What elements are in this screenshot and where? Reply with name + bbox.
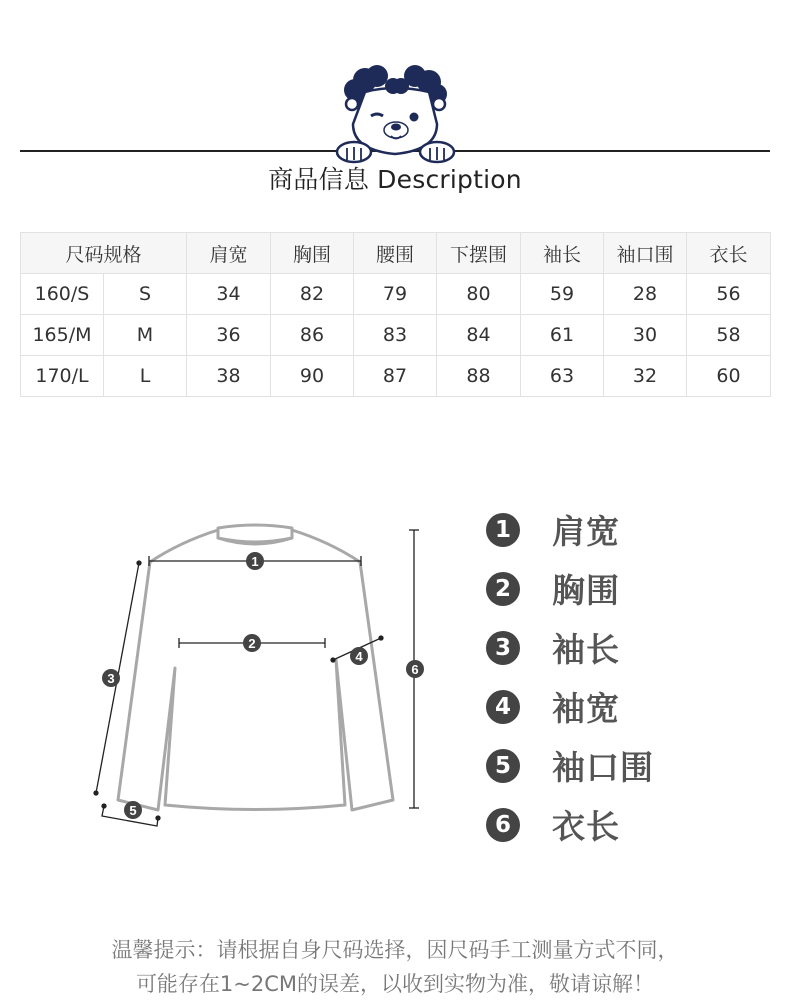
table-header-cell: 腰围 [354,233,437,274]
size-notice [0,933,790,1001]
table-header-cell: 尺码规格 [21,233,187,274]
legend-label: 袖宽 [552,689,620,728]
table-cell: 90 [271,356,354,397]
table-cell: 59 [521,274,604,315]
table-row [21,274,771,315]
size-table [20,232,771,397]
table-cell: 36 [187,315,271,356]
table-cell: 83 [354,315,437,356]
diagram-marker [102,669,120,687]
measurement-legend [486,500,746,854]
diagram-marker [246,552,264,570]
diagram-marker-label: 6 [411,662,419,677]
table-header-cell: 肩宽 [187,233,271,274]
diagram-marker-label: 5 [129,803,137,818]
table-cell: 58 [687,315,771,356]
table-cell: 28 [604,274,687,315]
notice-line: 可能存在1~2CM的误差，以收到实物为准，敬请谅解！ [135,972,655,996]
diagram-marker-label: 1 [251,554,259,569]
table-cell: 63 [521,356,604,397]
legend-number: 3 [486,631,520,665]
legend-number: 2 [486,572,520,606]
table-cell: 56 [687,274,771,315]
table-cell: 165/M [21,315,104,356]
legend-item [486,618,746,677]
table-cell: 60 [687,356,771,397]
table-cell: 86 [271,315,354,356]
legend-number: 1 [486,513,520,547]
table-header-cell: 胸围 [271,233,354,274]
notice-line: 温馨提示：请根据自身尺码选择，因尺码手工测量方式不同， [111,938,679,962]
diagram-marker [243,634,261,652]
table-header-cell: 衣长 [687,233,771,274]
sweater-diagram-icon [80,518,440,833]
legend-item [486,677,746,736]
legend-label: 肩宽 [552,512,620,551]
diagram-marker [350,647,368,665]
table-cell: 80 [437,274,521,315]
table-cell: L [104,356,187,397]
table-cell: 34 [187,274,271,315]
table-cell: S [104,274,187,315]
table-cell: 88 [437,356,521,397]
table-cell: 30 [604,315,687,356]
legend-number: 4 [486,690,520,724]
legend-number: 5 [486,749,520,783]
diagram-marker-label: 2 [248,636,256,651]
table-cell: M [104,315,187,356]
table-cell: 32 [604,356,687,397]
table-cell: 38 [187,356,271,397]
table-cell: 79 [354,274,437,315]
bear-logo-icon [333,62,458,164]
table-cell: 160/S [21,274,104,315]
table-cell: 61 [521,315,604,356]
table-header-cell: 袖口围 [604,233,687,274]
legend-label: 袖口围 [552,748,654,787]
diagram-marker-label: 4 [355,649,363,664]
table-header-cell: 下摆围 [437,233,521,274]
legend-item [486,559,746,618]
legend-label: 衣长 [552,807,620,846]
table-header-row [21,233,771,274]
diagram-marker [124,801,142,819]
legend-number: 6 [486,808,520,842]
legend-label: 袖长 [552,630,620,669]
legend-item [486,500,746,559]
table-cell: 170/L [21,356,104,397]
table-header-cell: 袖长 [521,233,604,274]
diagram-marker-label: 3 [107,671,115,686]
table-cell: 87 [354,356,437,397]
page-title: 商品信息 Description [268,165,522,194]
table-cell: 82 [271,274,354,315]
table-row [21,315,771,356]
diagram-marker [406,660,424,678]
table-row [21,356,771,397]
table-cell: 84 [437,315,521,356]
legend-label: 胸围 [552,571,620,610]
legend-item [486,736,746,795]
legend-item [486,795,746,854]
